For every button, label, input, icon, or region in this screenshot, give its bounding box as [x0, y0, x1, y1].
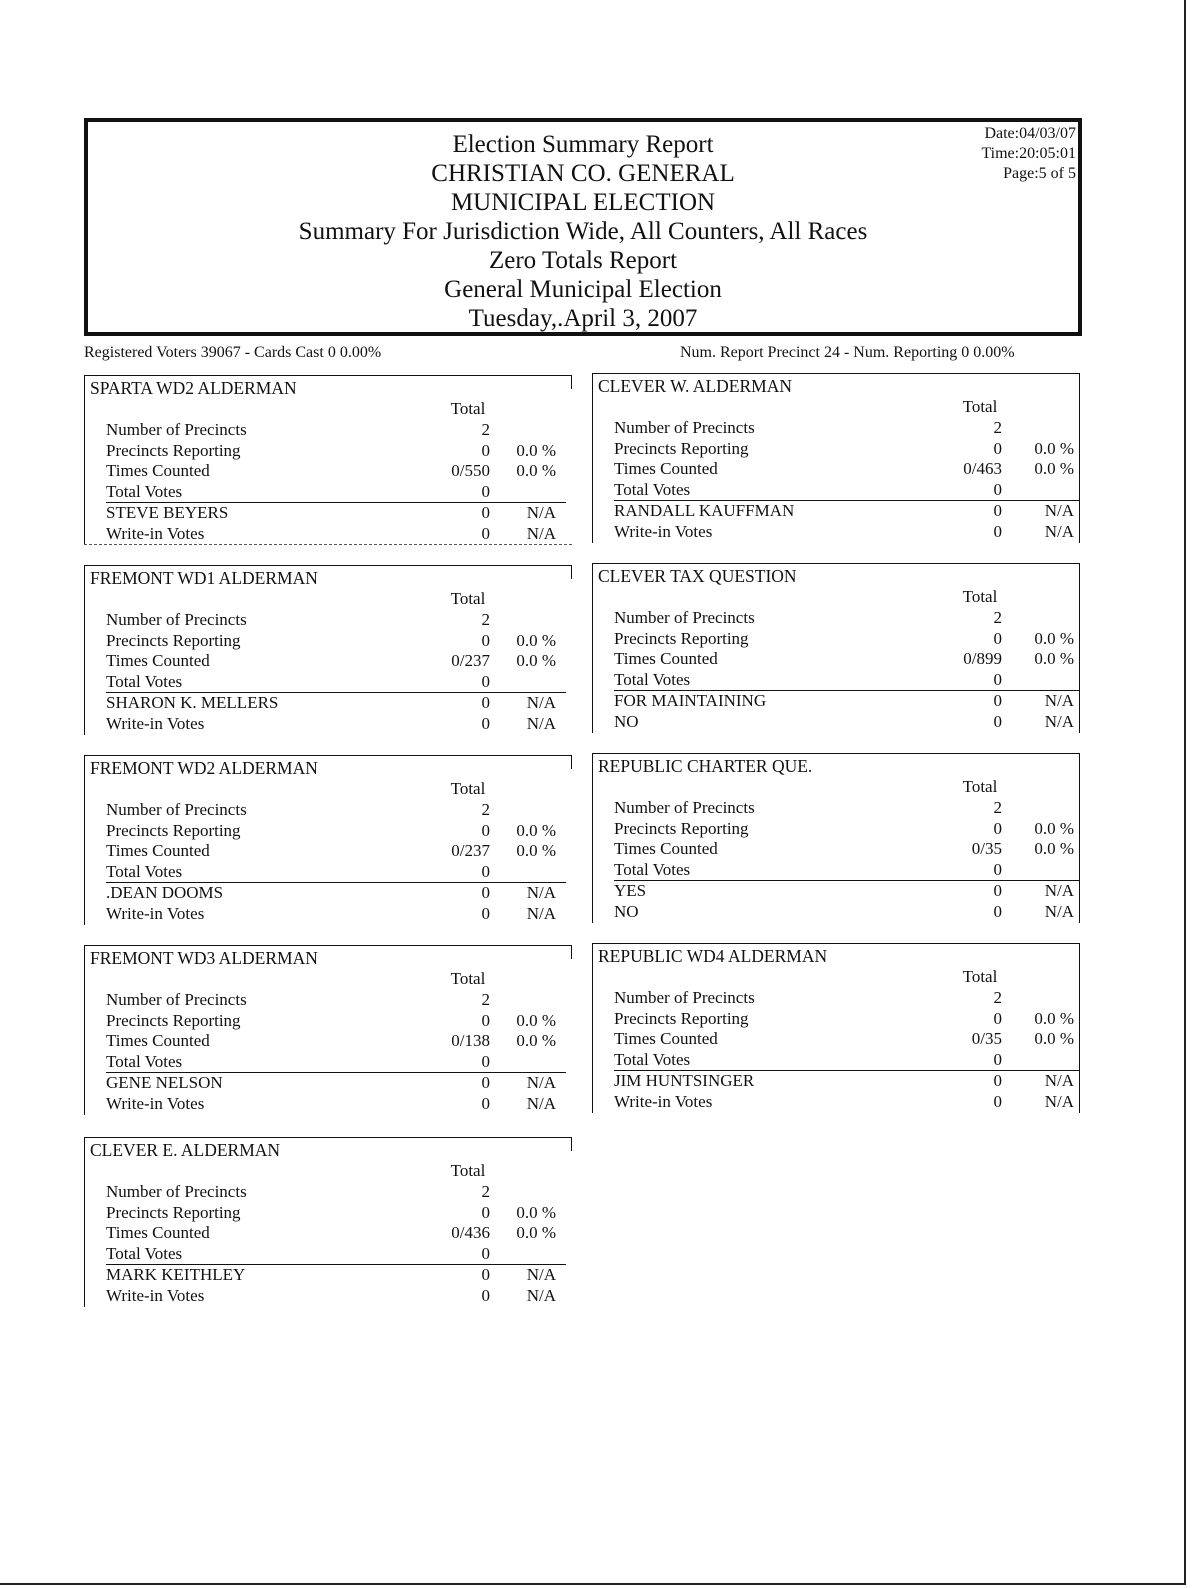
choice-percent: N/A: [526, 1286, 556, 1305]
stat-row: [106, 441, 572, 462]
choice-name: .DEAN DOOMS: [106, 883, 224, 902]
choice-votes: 0: [993, 712, 1002, 731]
stat-percent: 0.0 %: [516, 841, 556, 860]
choice-row: [106, 503, 572, 524]
stat-value: 2: [481, 420, 490, 439]
race-title: CLEVER E. ALDERMAN: [90, 1140, 281, 1160]
race-frame-left: [84, 945, 85, 1115]
stat-label: Total Votes: [106, 1243, 183, 1263]
stat-row: [106, 482, 572, 503]
stat-row: [614, 988, 1080, 1009]
stat-row: [106, 821, 572, 842]
race-frame-left: [592, 563, 593, 733]
race-title: CLEVER TAX QUESTION: [598, 566, 797, 586]
stat-value: 0/899: [963, 649, 1002, 668]
total-column-header: Total: [962, 967, 998, 986]
stat-label: Number of Precincts: [106, 990, 247, 1009]
stat-value: 2: [481, 1182, 490, 1201]
choice-percent: N/A: [526, 503, 556, 522]
race-frame-top: [84, 565, 572, 566]
stat-row: [614, 418, 1080, 439]
stat-value: 2: [481, 610, 490, 629]
stat-value: 0: [481, 1010, 490, 1030]
race-block: [592, 753, 1080, 923]
stat-label: Total Votes: [614, 1049, 691, 1069]
choice-name: SHARON K. MELLERS: [106, 693, 279, 712]
stat-row: [106, 461, 572, 482]
total-column-header: Total: [450, 1161, 486, 1180]
stat-value: 0: [481, 1051, 490, 1071]
stat-percent: 0.0 %: [516, 1010, 556, 1030]
stat-percent: 0.0 %: [516, 1202, 556, 1222]
stat-label: Number of Precincts: [106, 610, 247, 629]
choice-percent: N/A: [526, 1265, 556, 1284]
stat-row: [106, 1244, 572, 1265]
race-block: [592, 373, 1080, 543]
choice-percent: N/A: [1044, 902, 1074, 921]
stat-label: Precincts Reporting: [614, 1008, 749, 1028]
stat-percent: 0.0 %: [1034, 628, 1074, 648]
race-frame-right: [571, 945, 572, 959]
choice-row: [106, 883, 572, 904]
stat-label: Precincts Reporting: [614, 628, 749, 648]
report-header: [84, 118, 1082, 336]
choice-name: NO: [614, 712, 639, 731]
stat-value: 0: [993, 1008, 1002, 1028]
choice-row: [614, 501, 1080, 522]
stat-row: [106, 420, 572, 441]
total-column-header: Total: [450, 779, 486, 798]
choice-votes: 0: [481, 524, 490, 543]
total-column-header: Total: [450, 399, 486, 418]
race-frame-left: [592, 753, 593, 923]
race-block: [84, 755, 572, 925]
stat-row: [106, 1223, 572, 1244]
stat-value: 0: [481, 820, 490, 840]
race-frame-top: [592, 563, 1080, 564]
report-meta: [981, 124, 1076, 184]
stat-row: [614, 629, 1080, 650]
choice-votes: 0: [993, 501, 1002, 520]
stat-percent: 0.0 %: [516, 630, 556, 650]
stat-label: Number of Precincts: [106, 420, 247, 439]
choice-votes: 0: [481, 1073, 490, 1092]
stat-value: 2: [993, 608, 1002, 627]
stat-row: [614, 1050, 1080, 1071]
race-frame-top: [84, 755, 572, 756]
stat-label: Times Counted: [106, 1031, 210, 1050]
stat-value: 2: [481, 800, 490, 819]
choice-name: Write-in Votes: [106, 714, 205, 733]
stat-row: [106, 672, 572, 693]
stat-row: [106, 651, 572, 672]
stat-row: [106, 1182, 572, 1203]
stat-row: [106, 1031, 572, 1052]
choice-votes: 0: [481, 904, 490, 923]
stat-row: [614, 670, 1080, 691]
stat-row: [614, 459, 1080, 480]
race-title: FREMONT WD1 ALDERMAN: [90, 568, 318, 588]
stat-label: Number of Precincts: [614, 798, 755, 817]
choice-row: [106, 904, 572, 925]
stat-value: 0: [993, 859, 1002, 879]
choice-row: [614, 902, 1080, 923]
stat-row: [614, 480, 1080, 501]
stat-row: [614, 839, 1080, 860]
race-frame-left: [592, 373, 593, 543]
stat-label: Precincts Reporting: [614, 818, 749, 838]
stat-percent: 0.0 %: [1034, 459, 1074, 478]
race-frame-top: [592, 753, 1080, 754]
stat-value: 0: [481, 630, 490, 650]
choice-votes: 0: [993, 902, 1002, 921]
race-frame-top: [84, 375, 572, 376]
stat-label: Total Votes: [106, 481, 183, 501]
stat-label: Times Counted: [106, 651, 210, 670]
total-column-header: Total: [962, 397, 998, 416]
county-title: CHRISTIAN CO. GENERAL: [431, 160, 735, 187]
choice-row: [106, 693, 572, 714]
stat-value: 0: [993, 818, 1002, 838]
choice-name: NO: [614, 902, 639, 921]
choice-name: Write-in Votes: [106, 524, 205, 543]
choice-percent: N/A: [1044, 1071, 1074, 1090]
choice-name: STEVE BEYERS: [106, 503, 229, 522]
choice-name: MARK KEITHLEY: [106, 1265, 246, 1284]
race-frame-top: [84, 945, 572, 946]
stat-label: Total Votes: [614, 669, 691, 689]
stat-label: Precincts Reporting: [614, 438, 749, 458]
choice-votes: 0: [481, 1286, 490, 1305]
stat-label: Number of Precincts: [106, 1182, 247, 1201]
stat-label: Times Counted: [106, 461, 210, 480]
choice-votes: 0: [993, 881, 1002, 900]
stat-label: Total Votes: [614, 859, 691, 879]
stat-row: [614, 798, 1080, 819]
stat-label: Number of Precincts: [614, 608, 755, 627]
choice-row: [106, 1265, 572, 1286]
stat-label: Times Counted: [614, 1029, 718, 1048]
choice-votes: 0: [481, 693, 490, 712]
stat-row: [614, 439, 1080, 460]
choice-row: [106, 1073, 572, 1094]
precinct-reporting-summary: Num. Report Precinct 24 - Num. Reporting 0 0.00%: [680, 344, 1015, 361]
choice-name: Write-in Votes: [614, 1092, 713, 1111]
choice-votes: 0: [993, 1071, 1002, 1090]
choice-percent: N/A: [1044, 712, 1074, 731]
choice-percent: N/A: [1044, 691, 1074, 710]
stat-value: 0: [481, 861, 490, 881]
stat-row: [106, 990, 572, 1011]
stat-row: [106, 631, 572, 652]
choice-percent: N/A: [526, 524, 556, 543]
stat-label: Times Counted: [614, 839, 718, 858]
choice-row: [614, 691, 1080, 712]
choice-percent: N/A: [1044, 1092, 1074, 1111]
stat-value: 0: [993, 479, 1002, 499]
race-frame-top: [84, 1137, 572, 1138]
choice-row: [614, 1092, 1080, 1113]
stat-value: 0/436: [451, 1223, 490, 1242]
stat-row: [106, 1052, 572, 1073]
choice-percent: N/A: [526, 1073, 556, 1092]
stat-value: 0: [481, 1202, 490, 1222]
choice-name: FOR MAINTAINING: [614, 691, 767, 710]
choice-row: [614, 881, 1080, 902]
stat-value: 0/237: [451, 651, 490, 670]
stat-value: 0: [481, 671, 490, 691]
report-date: Date:04/03/07: [984, 125, 1076, 142]
stat-percent: 0.0 %: [1034, 1008, 1074, 1028]
race-block: [592, 943, 1080, 1113]
choice-percent: N/A: [526, 714, 556, 733]
choice-votes: 0: [481, 883, 490, 902]
stat-label: Times Counted: [614, 459, 718, 478]
stat-row: [614, 819, 1080, 840]
race-title: FREMONT WD3 ALDERMAN: [90, 948, 318, 968]
stat-label: Total Votes: [614, 479, 691, 499]
choice-name: Write-in Votes: [614, 522, 713, 541]
choice-name: RANDALL KAUFFMAN: [614, 501, 795, 520]
election-date: Tuesday,.April 3, 2007: [468, 305, 698, 332]
stat-value: 0: [481, 1243, 490, 1263]
election-title: MUNICIPAL ELECTION: [450, 189, 716, 216]
stat-value: 0/138: [451, 1031, 490, 1050]
stat-row: [106, 862, 572, 883]
stat-label: Precincts Reporting: [106, 1010, 241, 1030]
stat-value: 0/463: [963, 459, 1002, 478]
choice-votes: 0: [993, 1092, 1002, 1111]
stat-value: 0: [481, 481, 490, 501]
summary-scope: Summary For Jurisdiction Wide, All Counters, All Races: [298, 218, 868, 245]
report-page: Page:5 of 5: [1003, 165, 1076, 182]
stat-row: [614, 1029, 1080, 1050]
choice-percent: N/A: [526, 1094, 556, 1113]
stat-label: Total Votes: [106, 861, 183, 881]
stat-value: 0/35: [971, 839, 1002, 858]
report-type: Zero Totals Report: [488, 247, 678, 274]
race-frame-left: [592, 943, 593, 1113]
race-frame-right: [571, 565, 572, 579]
stat-row: [614, 1009, 1080, 1030]
stat-value: 0/550: [451, 461, 490, 480]
race-title: CLEVER W. ALDERMAN: [598, 376, 792, 396]
stat-label: Number of Precincts: [614, 418, 755, 437]
stat-row: [614, 649, 1080, 670]
stat-value: 0/35: [971, 1029, 1002, 1048]
choice-row: [106, 1286, 572, 1307]
stat-label: Total Votes: [106, 1051, 183, 1071]
report-title: Election Summary Report: [452, 131, 714, 158]
race-block: [84, 565, 572, 735]
stat-label: Times Counted: [614, 649, 718, 668]
choice-votes: 0: [993, 522, 1002, 541]
choice-percent: N/A: [1044, 522, 1074, 541]
race-frame-right: [571, 755, 572, 769]
stat-label: Total Votes: [106, 671, 183, 691]
stat-row: [614, 608, 1080, 629]
stat-row: [106, 1011, 572, 1032]
stat-percent: 0.0 %: [516, 1223, 556, 1242]
race-frame-right: [571, 375, 572, 389]
choice-votes: 0: [481, 503, 490, 522]
choice-name: GENE NELSON: [106, 1073, 223, 1092]
stat-percent: 0.0 %: [1034, 839, 1074, 858]
stat-row: [106, 800, 572, 821]
choice-name: Write-in Votes: [106, 1286, 205, 1305]
stat-value: 2: [993, 418, 1002, 437]
stat-label: Precincts Reporting: [106, 630, 241, 650]
report-time: Time:20:05:01: [981, 145, 1076, 162]
race-block: [84, 945, 572, 1115]
total-column-header: Total: [450, 969, 486, 988]
stat-row: [106, 841, 572, 862]
race-title: SPARTA WD2 ALDERMAN: [90, 378, 297, 398]
choice-percent: N/A: [526, 693, 556, 712]
stat-row: [614, 860, 1080, 881]
choice-row: [106, 1094, 572, 1115]
choice-row: [614, 712, 1080, 733]
stat-label: Times Counted: [106, 1223, 210, 1242]
stat-percent: 0.0 %: [516, 1031, 556, 1050]
choice-name: Write-in Votes: [106, 1094, 205, 1113]
race-frame-top: [592, 373, 1080, 374]
header-title-block: [88, 130, 1078, 333]
stat-percent: 0.0 %: [1034, 1029, 1074, 1048]
choice-votes: 0: [993, 691, 1002, 710]
stat-value: 0: [993, 628, 1002, 648]
race-title: REPUBLIC CHARTER QUE.: [598, 756, 813, 776]
race-title: FREMONT WD2 ALDERMAN: [90, 758, 318, 778]
stat-percent: 0.0 %: [1034, 649, 1074, 668]
race-frame-right: [571, 1137, 572, 1151]
choice-row: [614, 1071, 1080, 1092]
race-block: [84, 1137, 572, 1307]
stat-value: 2: [481, 990, 490, 1009]
choice-votes: 0: [481, 714, 490, 733]
stat-value: 0/237: [451, 841, 490, 860]
stat-percent: 0.0 %: [516, 461, 556, 480]
choice-percent: N/A: [1044, 501, 1074, 520]
race-title: REPUBLIC WD4 ALDERMAN: [598, 946, 828, 966]
stat-value: 0: [993, 669, 1002, 689]
race-frame-left: [84, 375, 85, 545]
race-frame-left: [84, 565, 85, 735]
total-column-header: Total: [962, 587, 998, 606]
choice-percent: N/A: [1044, 881, 1074, 900]
total-column-header: Total: [450, 589, 486, 608]
stat-row: [106, 1203, 572, 1224]
choice-name: Write-in Votes: [106, 904, 205, 923]
stat-value: 0: [993, 1049, 1002, 1069]
choice-percent: N/A: [526, 883, 556, 902]
stat-label: Precincts Reporting: [106, 440, 241, 460]
choice-name: YES: [614, 881, 647, 900]
stat-percent: 0.0 %: [1034, 818, 1074, 838]
race-block: [84, 375, 572, 545]
choice-row: [106, 714, 572, 735]
stat-percent: 0.0 %: [1034, 438, 1074, 458]
choice-row: [106, 524, 572, 545]
stat-value: 2: [993, 988, 1002, 1007]
election-name: General Municipal Election: [444, 276, 722, 303]
stat-percent: 0.0 %: [516, 440, 556, 460]
stat-row: [106, 610, 572, 631]
choice-name: JIM HUNTSINGER: [614, 1071, 755, 1090]
choice-row: [614, 522, 1080, 543]
race-block: [592, 563, 1080, 733]
choice-votes: 0: [481, 1265, 490, 1284]
race-frame-left: [84, 1137, 85, 1307]
stat-label: Precincts Reporting: [106, 1202, 241, 1222]
race-frame-left: [84, 755, 85, 925]
stat-label: Times Counted: [106, 841, 210, 860]
registered-voters-summary: Registered Voters 39067 - Cards Cast 0 0.00%: [84, 344, 382, 361]
stat-value: 0: [481, 440, 490, 460]
choice-percent: N/A: [526, 904, 556, 923]
total-column-header: Total: [962, 777, 998, 796]
race-frame-top: [592, 943, 1080, 944]
stat-percent: 0.0 %: [516, 820, 556, 840]
stat-label: Number of Precincts: [106, 800, 247, 819]
stat-value: 0: [993, 438, 1002, 458]
stat-value: 2: [993, 798, 1002, 817]
choice-votes: 0: [481, 1094, 490, 1113]
stat-percent: 0.0 %: [516, 651, 556, 670]
stat-label: Number of Precincts: [614, 988, 755, 1007]
stat-label: Precincts Reporting: [106, 820, 241, 840]
